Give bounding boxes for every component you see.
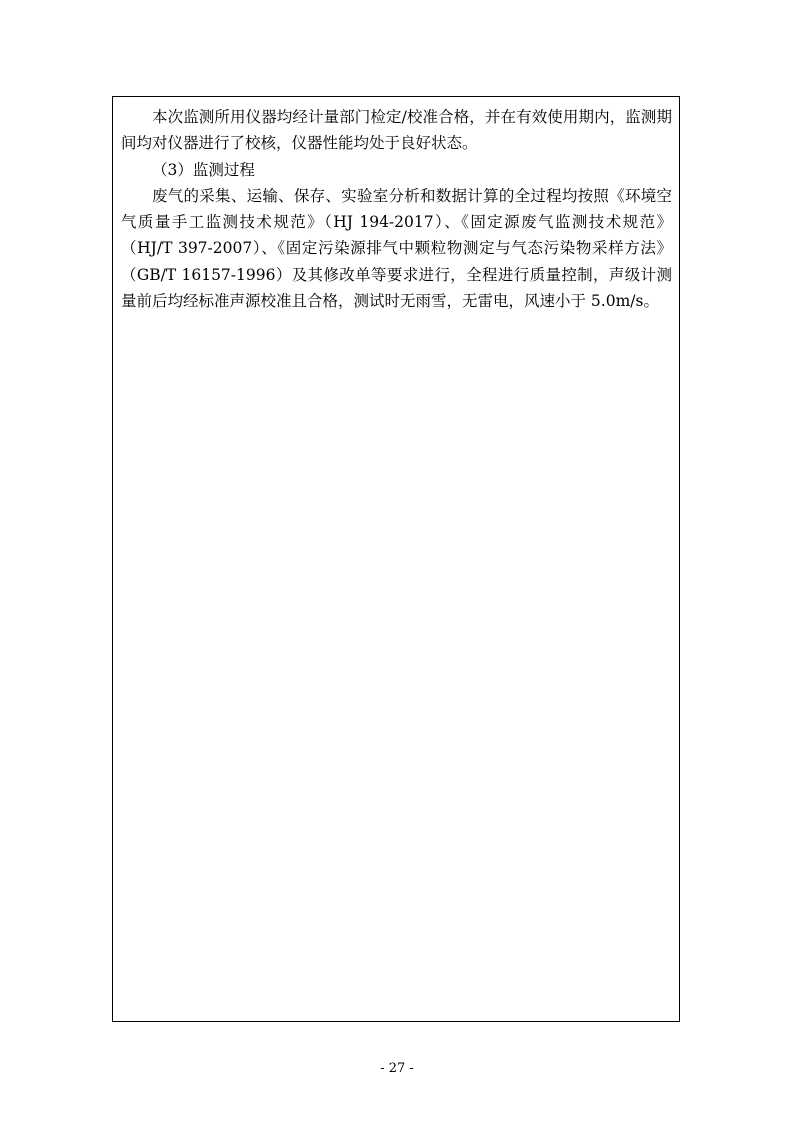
section-heading-monitoring-process: （3）监测过程 [152, 160, 255, 179]
paragraph-instrument-calibration: 本次监测所用仪器均经计量部门检定/校准合格，并在有效使用期内，监测期间均对仪器进行了校核，仪器性能均处于良好状态。 [121, 108, 672, 153]
page-number: - 27 - [380, 1061, 414, 1076]
paragraph-monitoring-process: 废气的采集、运输、保存、实验室分析和数据计算的全过程均按照《环境空气质量手工监测技术规范》（HJ 194-2017）、《固定源废气监测技术规范》（HJ/T 397-2007）、《固定污染源排气中颗粒物测定与气态污染物采样方法》（GB/T 16157-1996）及其修改单等要求进行，全程进行质量控制，声级计测量前后均经标准声源校准且合格，测试时无雨雪，无雷电，风速小于 5.0m/s。 [121, 186, 672, 311]
document-body [121, 104, 672, 314]
